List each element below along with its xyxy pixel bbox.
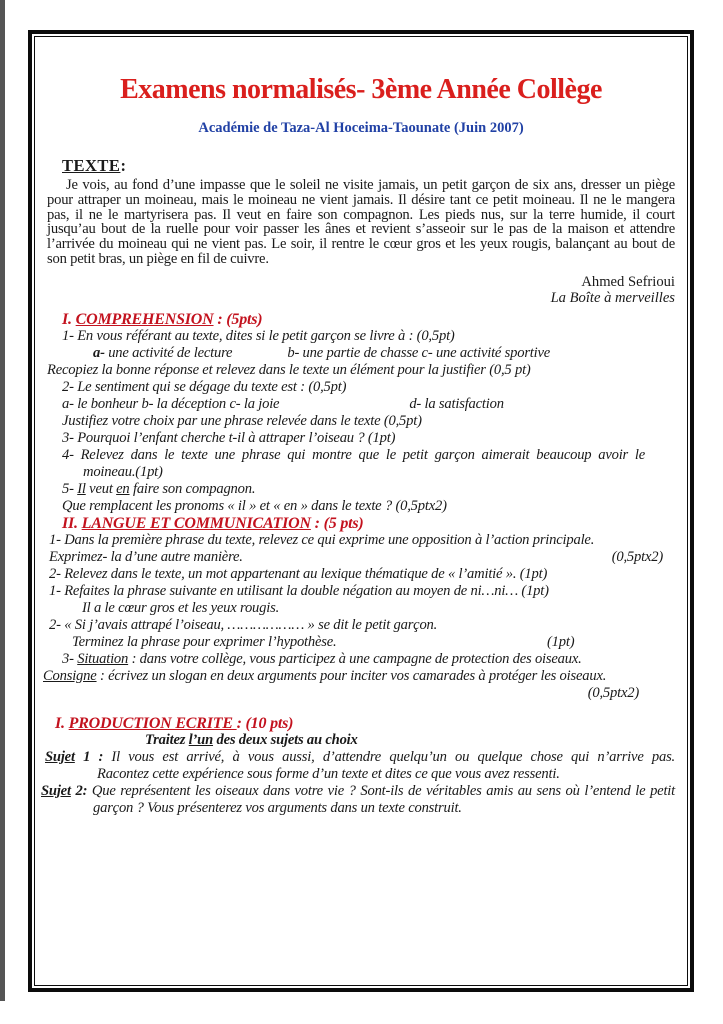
sujet2-label: Sujet (41, 782, 71, 799)
langue-q3-phrase: Il a le cœur gros et les yeux rougis. (82, 599, 280, 616)
production-points: : (10 pts) (236, 714, 294, 732)
langue-situation (62, 651, 675, 668)
page-content (35, 37, 687, 985)
comprehension-q1: 1- En vous référant au texte, dites si le petit garçon se livre à : (0,5pt) (62, 327, 455, 344)
comprehension-q2: 2- Le sentiment qui se dégage du texte est : (0,5pt) (62, 378, 347, 395)
book-title: La Boîte à merveilles (550, 289, 675, 306)
section-heading-comprehension (62, 311, 675, 328)
sujet2-text: Que représentent les oiseaux dans votre vie ? Sont-ils de véritables amis au sens où l’entend le petit garçon ? Vous présenterez vos arguments dans un texte construit. (91, 782, 676, 816)
consigne-points: (0,5ptx2) (587, 684, 639, 701)
consigne-text: : écrivez un slogan en deux arguments pour inciter vos camarades à protéger les oiseaux. (96, 667, 607, 684)
langue-q1b-text: Exprimez- la d’une autre manière. (49, 548, 243, 565)
instruction-prefix: Traitez (145, 731, 189, 748)
langue-q4b (72, 634, 675, 651)
q5-underlined-il: Il (77, 480, 86, 497)
option-a-text: une activité de lecture (104, 344, 233, 361)
production-sujet1 (45, 749, 675, 783)
texte-colon: : (120, 156, 127, 175)
langue-numeral: II. (62, 514, 82, 532)
situation-prefix: 3- (62, 650, 78, 667)
option-bc-text: b- une partie de chasse c- une activité sportive (287, 344, 551, 361)
langue-q1b-points: (0,5ptx2) (611, 548, 663, 565)
langue-points: : (5 pts) (310, 514, 364, 532)
sujet1-text2: Racontez cette expérience sous forme d’un texte et dites ce que vous avez ressenti. (97, 765, 560, 782)
comprehension-q1-note: Recopiez la bonne réponse et relevez dans le texte un élément pour la justifier (0,5 pt) (47, 361, 531, 378)
scan-edge (0, 0, 5, 1001)
option-d-text: d- la satisfaction (409, 395, 504, 412)
langue-q1: 1- Dans la première phrase du texte, relevez ce qui exprime une opposition à l’action principale. (49, 531, 595, 548)
instruction-underlined: l’un (188, 731, 214, 748)
comprehension-q5-note: Que remplacent les pronoms « il » et « en » dans le texte ? (0,5ptx2) (62, 497, 447, 514)
comprehension-numeral: I. (62, 310, 76, 328)
comprehension-title: COMPREHENSION (75, 310, 214, 328)
page-title: Examens normalisés- 3ème Année Collège (120, 74, 602, 105)
comprehension-q2-note: Justifiez votre choix par une phrase relevée dans le texte (0,5pt) (62, 412, 422, 429)
comprehension-points: : (5pts) (213, 310, 263, 328)
section-heading-langue (62, 515, 675, 532)
langue-q4: 2- « Si j’avais attrapé l’oiseau, ……………… » se dit le petit garçon. (49, 616, 438, 633)
langue-title: LANGUE ET COMMUNICATION (81, 514, 311, 532)
page-subtitle: Académie de Taza-Al Hoceima-Taounate (Juin 2007) (198, 120, 524, 136)
langue-q3: 1- Refaites la phrase suivante en utilisant la double négation au moyen de ni…ni… (1pt) (49, 582, 549, 599)
sujet2-number: 2: (70, 782, 92, 799)
consigne-label: Consigne (43, 667, 97, 684)
texte-label: TEXTE (62, 156, 121, 175)
production-numeral: I. (55, 714, 69, 732)
comprehension-q1-options (93, 345, 675, 362)
langue-q4b-points: (1pt) (547, 633, 575, 650)
q5-underlined-en: en (116, 480, 130, 497)
comprehension-q5 (62, 481, 675, 498)
instruction-suffix: des deux sujets au choix (213, 731, 358, 748)
production-sujet2 (41, 783, 675, 817)
author-name: Ahmed Sefrioui (581, 273, 675, 290)
comprehension-q3: 3- Pourquoi l’enfant cherche t-il à attraper l’oiseau ? (1pt) (62, 429, 396, 446)
situation-label: Situation (77, 650, 129, 667)
texte-heading (62, 156, 675, 176)
sujet1-number: 1 : (74, 748, 112, 765)
langue-q1b (49, 549, 675, 566)
comprehension-q2-options (62, 396, 675, 413)
production-title: PRODUCTION ECRITE (68, 714, 237, 732)
langue-q2: 2- Relevez dans le texte, un mot appartenant au lexique thématique de « l’amitié ». (1pt) (49, 565, 548, 582)
sujet1-line1 (45, 748, 675, 766)
page-border-inner (34, 36, 688, 986)
page-border (28, 30, 694, 992)
production-instruction (145, 732, 675, 749)
q5-prefix: 5- (62, 480, 78, 497)
q5-suffix: faire son compagnon. (129, 480, 256, 497)
sujet1-label: Sujet (45, 748, 75, 765)
sujet1-text: Il vous est arrivé, à vous aussi, d’attendre quelqu’un ou quelque chose qui n’arrive pas. (111, 748, 675, 765)
langue-consigne (43, 668, 675, 685)
comprehension-q4: 4- Relevez dans le texte une phrase qui montre que le petit garçon aimerait beaucoup avoir le moineau.(1pt) (62, 446, 645, 480)
option-a-label: a- (93, 344, 105, 361)
section-heading-production (55, 715, 675, 732)
situation-text: : dans votre collège, vous participez à une campagne de protection des oiseaux. (128, 650, 582, 667)
q5-mid: veut (85, 480, 117, 497)
langue-q4b-text: Terminez la phrase pour exprimer l’hypothèse. (72, 633, 337, 650)
texte-paragraph: Je vois, au fond d’une impasse que le soleil ne visite jamais, un petit garçon de six ans, dresser un piège pour attraper un moineau, mais le moineau ne vient jamais. Il désire tant ce petit moineau. Il ne le mangera pas, il ne le martyrisera pas. Il veut en faire son compagnon. Les pieds nus, sur la terre humide, il court jusqu’au bout de la ruelle pour voir passer les ânes et revient s’asseoir sur le pas de la maison et attendre l’arrivée du moineau qui ne vient pas. Le soir, il rentre le cœur gros et les yeux rougis, balançant au bout de son petit bras, un piège en fil de cuivre. (47, 177, 675, 267)
options-abc-text: a- le bonheur b- la déception c- la joie (62, 395, 280, 412)
